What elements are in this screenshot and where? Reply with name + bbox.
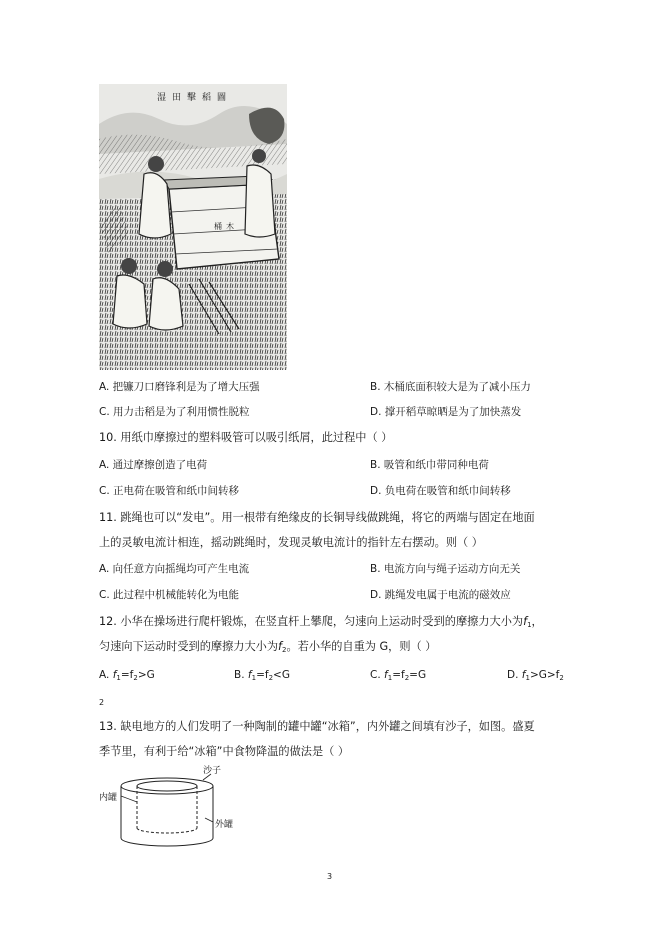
label-outer-pot: 外罐 (215, 820, 234, 830)
label-sand: 沙子 (203, 766, 222, 776)
q11-stem-line1: 11. 跳绳也可以“发电”。用一根带有绝缘皮的长铜导线做跳绳，将它的两端与固定在地面 (99, 511, 535, 524)
figure-bucket-label: 桶木 (214, 222, 238, 231)
q11-stem-line2: 上的灵敏电流计相连，摇动跳绳时，发现灵敏电流计的指针左右摆动。则（ ） (99, 536, 483, 549)
q12-stem-line2: 匀速向下运动时受到的摩擦力大小为$f_2$。若小华的自重为 G，则（ ） (99, 640, 437, 654)
q12-option-d: D. $f_1>G>f_2$ (507, 669, 564, 682)
label-inner-pot: 内罐 (99, 793, 118, 803)
stray-digit: 2 (99, 698, 105, 707)
q12-option-b: B. $f_1=f_2<G$ (234, 669, 290, 682)
q10-option-b: B. 吸管和纸巾带同种电荷 (370, 459, 489, 471)
q9-option-c: C. 用力击稻是为了利用惯性脱粒 (99, 406, 250, 418)
q10-stem: 10. 用纸巾摩擦过的塑料吸管可以吸引纸屑，此过程中（ ） (99, 431, 393, 444)
q10-option-d: D. 负电荷在吸管和纸巾间转移 (370, 485, 511, 497)
q12-stem-line1: 12. 小华在操场进行爬杆锻炼，在竖直杆上攀爬，匀速向上运动时受到的摩擦力大小为$f_1$， (99, 615, 543, 629)
figure-caption: 湿田擊稻圖 (157, 93, 233, 103)
q11-option-b: B. 电流方向与绳子运动方向无关 (370, 563, 521, 575)
page-number: 3 (327, 872, 333, 881)
q9-option-b: B. 木桶底面积较大是为了减小压力 (370, 381, 531, 393)
q13-stem-line1: 13. 缺电地方的人们发明了一种陶制的罐中罐“冰箱”，内外罐之间填有沙子，如图。盛夏 (99, 720, 535, 733)
q13-stem-line2: 季节里，有利于给“冰箱”中食物降温的做法是（ ） (99, 745, 350, 758)
q9-option-d: D. 撑开稻草晾晒是为了加快蒸发 (370, 406, 522, 418)
q10-option-a: A. 通过摩擦创造了电荷 (99, 459, 208, 471)
pot-in-pot-diagram (99, 766, 249, 850)
q11-option-d: D. 跳绳发电属于电流的磁效应 (370, 589, 511, 601)
woodcut-illustration (99, 84, 287, 370)
q12-option-a: A. $f_1=f_2>G$ (99, 669, 155, 682)
q11-option-c: C. 此过程中机械能转化为电能 (99, 589, 240, 601)
q9-option-a: A. 把镰刀口磨锋利是为了增大压强 (99, 381, 260, 393)
q11-option-a: A. 向任意方向摇绳均可产生电流 (99, 563, 250, 575)
q10-option-c: C. 正电荷在吸管和纸巾间转移 (99, 485, 240, 497)
q12-option-c: C. $f_1=f_2=G$ (370, 669, 427, 682)
